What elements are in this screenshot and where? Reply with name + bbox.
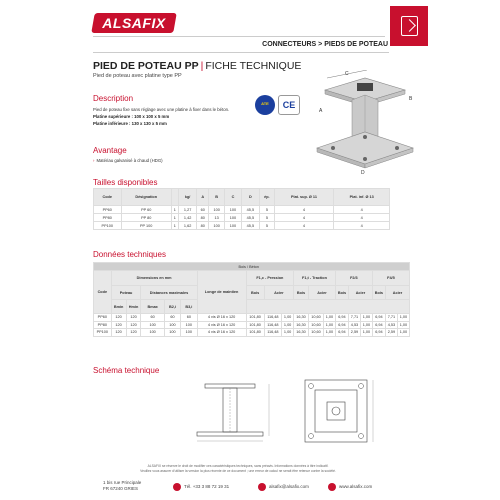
table-cell: 1,00 xyxy=(323,314,335,322)
sizes-row xyxy=(94,206,390,214)
sizes-row xyxy=(94,222,390,230)
table-cell: 100 xyxy=(209,206,225,214)
table-cell: 4 xyxy=(274,222,334,230)
table-cell: 6,94 xyxy=(335,314,348,322)
tech-sub-bois: Bois xyxy=(294,286,309,300)
sizes-row xyxy=(94,214,390,222)
table-cell: 16,30 xyxy=(294,314,309,322)
tech-unit: Bmax xyxy=(141,300,164,314)
description-line-2: Platine inférieure : 130 x 130 x 5 mm xyxy=(93,121,167,126)
tech-col-f45: F4/5 xyxy=(372,271,409,286)
tech-sub-acier: Acier xyxy=(264,286,293,300)
sizes-col-header: B xyxy=(209,189,225,206)
title-separator: | xyxy=(200,60,204,72)
table-cell: 1 xyxy=(171,206,178,214)
table-cell: 1,00 xyxy=(282,321,294,329)
table-cell: 1,00 xyxy=(360,314,372,322)
table-cell: 100 xyxy=(164,321,180,329)
table-cell: 6,94 xyxy=(335,321,348,329)
table-cell: 116,48 xyxy=(264,314,282,322)
tech-col-longe: Longe de maintien xyxy=(197,271,246,314)
table-cell: PP60 xyxy=(94,206,122,214)
table-cell: 100 xyxy=(225,214,241,222)
tech-col-pression: F1,c - Pression xyxy=(246,271,293,286)
sizes-table xyxy=(93,188,390,230)
table-cell: PP 80 xyxy=(121,214,171,222)
disclaimer-line-2: Veuillez vous assurer d'utiliser la version la plus récente de ce document ; une erreur de calcul ne serait être retenue contre la société. xyxy=(140,468,336,473)
sizes-col-header: kg/ xyxy=(178,189,197,206)
sizes-col-header: Plat. sup. Ø 11 xyxy=(274,189,334,206)
table-cell: 7,71 xyxy=(349,314,361,322)
tech-unit-spacer xyxy=(246,300,409,314)
table-cell: 1,00 xyxy=(360,329,372,337)
table-cell: 4 xyxy=(274,206,334,214)
table-cell: 2,59 xyxy=(385,329,397,337)
table-cell: 6,94 xyxy=(372,321,385,329)
table-cell: PP100 xyxy=(94,329,112,337)
tech-col-traction: F1,t - Traction xyxy=(294,271,336,286)
page-title xyxy=(93,60,301,72)
table-cell: 10,60 xyxy=(309,314,324,322)
breadcrumb-rule xyxy=(93,52,389,53)
table-cell: 1,27 xyxy=(178,206,197,214)
table-cell: 1,42 xyxy=(178,214,197,222)
footer-phone[interactable]: Tél. +33 3 88 72 19 31 xyxy=(173,483,229,491)
table-cell: 1,00 xyxy=(282,329,294,337)
table-cell: 1,00 xyxy=(282,314,294,322)
tech-sub-acier: Acier xyxy=(309,286,336,300)
table-cell: 1,00 xyxy=(397,321,409,329)
sizes-col-header: A xyxy=(197,189,209,206)
table-cell: 116,48 xyxy=(264,329,282,337)
technical-row xyxy=(94,321,410,329)
table-cell: 120 xyxy=(126,314,141,322)
sizes-col-header: Code xyxy=(94,189,122,206)
tech-sub-bois: Bois xyxy=(246,286,264,300)
table-cell: 100 xyxy=(225,206,241,214)
table-cell: 100 xyxy=(181,329,197,337)
tech-col-code: Code xyxy=(94,271,112,314)
table-cell: 4 vis Ø 16 x 120 xyxy=(197,329,246,337)
tech-col-distances: Distances maximales xyxy=(141,286,197,300)
tech-sub-bois: Bois xyxy=(335,286,348,300)
table-cell: 4,53 xyxy=(385,321,397,329)
table-cell: 100 xyxy=(164,329,180,337)
svg-text:A: A xyxy=(319,108,323,114)
footer xyxy=(93,478,385,500)
sizes-col-header: Plat. inf. Ø 13 xyxy=(334,189,390,206)
table-cell: PP80 xyxy=(94,214,122,222)
chevron-right-icon: › xyxy=(93,158,95,163)
table-cell: 101,80 xyxy=(246,314,264,322)
table-cell: 6,94 xyxy=(372,329,385,337)
technical-header-row-1 xyxy=(94,271,410,286)
table-cell: 120 xyxy=(111,314,126,322)
table-cell: 10,60 xyxy=(309,329,324,337)
table-cell: 80 xyxy=(197,222,209,230)
disclaimer xyxy=(93,464,383,473)
table-cell: 4 vis Ø 16 x 120 xyxy=(197,321,246,329)
table-cell: 4,53 xyxy=(349,321,361,329)
description-body: Pied de poteau fixe sans réglage avec une platine à fixer dans le béton. xyxy=(93,107,230,112)
description-text xyxy=(93,106,253,127)
tech-unit: B3,i xyxy=(181,300,197,314)
table-cell: 116,48 xyxy=(264,321,282,329)
top-view-drawing xyxy=(293,378,383,446)
table-cell: 16,30 xyxy=(294,321,309,329)
disclaimer-line-1: ALSAFIX se réserve le droit de modifier ces caractéristiques techniques, sans préavis. Informations données à titre indicatif. xyxy=(147,464,329,468)
table-cell: 1,00 xyxy=(360,321,372,329)
table-cell: 1,00 xyxy=(323,321,335,329)
header-rule xyxy=(93,36,385,37)
table-cell: 45,5 xyxy=(241,214,260,222)
tech-sub-acier: Acier xyxy=(349,286,373,300)
table-cell: 120 xyxy=(126,321,141,329)
sizes-col-header xyxy=(171,189,178,206)
sizes-col-header: D xyxy=(241,189,260,206)
table-cell: 13 xyxy=(209,214,225,222)
technical-header-row-3 xyxy=(94,300,410,314)
schema-heading: Schéma technique xyxy=(93,366,160,375)
table-cell: 1,62 xyxy=(178,222,197,230)
description-heading: Description xyxy=(93,94,134,103)
table-cell: 101,80 xyxy=(246,321,264,329)
table-cell: 60 xyxy=(164,314,180,322)
footer-website[interactable]: www.alsafix.com xyxy=(328,483,372,491)
table-cell: 80 xyxy=(197,214,209,222)
tech-col-dimensions: Dimensions en mm xyxy=(111,271,197,286)
side-elevation-drawing xyxy=(185,378,275,446)
tech-unit: Hmin xyxy=(126,300,141,314)
svg-text:C: C xyxy=(345,71,349,77)
table-cell: 60 xyxy=(197,206,209,214)
globe-icon xyxy=(328,483,336,491)
table-cell: PP60 xyxy=(94,314,112,322)
table-cell: 5 xyxy=(260,214,274,222)
sizes-body xyxy=(94,206,390,230)
address-line-1: 1 bis rue Principale xyxy=(103,480,142,485)
technical-row xyxy=(94,314,410,322)
sizes-col-header: C xyxy=(225,189,241,206)
tech-sub-bois: Bois xyxy=(372,286,385,300)
title-product: PIED DE POTEAU PP xyxy=(93,60,199,72)
table-cell: 120 xyxy=(126,329,141,337)
table-cell: 1 xyxy=(171,222,178,230)
tech-unit: Bmin xyxy=(111,300,126,314)
table-cell: 4 xyxy=(274,214,334,222)
address-line-2: FR 67240 GRIES xyxy=(103,486,139,491)
tech-sub-acier: Acier xyxy=(385,286,409,300)
advantage-item: › Matériau galvanisé à chaud (HDG) xyxy=(93,158,163,163)
table-cell: 5 xyxy=(260,206,274,214)
svg-text:D: D xyxy=(361,170,365,176)
table-cell: 1 xyxy=(171,214,178,222)
technical-heading: Données techniques xyxy=(93,250,166,259)
table-cell: 100 xyxy=(225,222,241,230)
table-cell: 100 xyxy=(181,321,197,329)
table-cell: 4 xyxy=(334,222,390,230)
table-cell: 16,30 xyxy=(294,329,309,337)
tech-col-f23: F2/3 xyxy=(335,271,372,286)
title-rest: FICHE TECHNIQUE xyxy=(205,60,302,72)
technical-band-row xyxy=(94,263,410,271)
svg-text:B: B xyxy=(409,96,413,102)
description-line-1: Platine supérieure : 100 x 100 x 5 mm xyxy=(93,114,170,119)
table-cell: 120 xyxy=(111,321,126,329)
table-cell: 4 xyxy=(334,214,390,222)
table-cell: 7,71 xyxy=(385,314,397,322)
technical-row xyxy=(94,329,410,337)
breadcrumb: CONNECTEURS > PIEDS DE POTEAU xyxy=(262,41,388,48)
technical-table xyxy=(93,262,410,337)
table-cell: 4 vis Ø 16 x 120 xyxy=(197,314,246,322)
table-cell: 60 xyxy=(141,314,164,322)
table-cell: 1,00 xyxy=(323,329,335,337)
table-cell: 6,94 xyxy=(372,314,385,322)
connector-icon xyxy=(401,16,418,36)
table-cell: 60 xyxy=(181,314,197,322)
table-cell: 4 xyxy=(334,206,390,214)
table-cell: 100 xyxy=(209,222,225,230)
alsafix-logo: ALSAFIX xyxy=(91,13,177,33)
page-subtitle: Pied de poteau avec platine type PP xyxy=(93,73,182,79)
table-cell: 45,5 xyxy=(241,206,260,214)
table-cell: 1,00 xyxy=(397,314,409,322)
sizes-header-row xyxy=(94,189,390,206)
tech-col-poteau: Poteau xyxy=(111,286,141,300)
table-cell: 45,5 xyxy=(241,222,260,230)
band-label: Bois / Béton xyxy=(94,263,410,271)
table-cell: 6,94 xyxy=(335,329,348,337)
ce-badge: CE xyxy=(278,95,300,115)
footer-email[interactable]: alsafix@alsafix.com xyxy=(258,483,309,491)
footer-address xyxy=(103,480,141,492)
sizes-col-header: ép. xyxy=(260,189,274,206)
email-icon xyxy=(258,483,266,491)
table-cell: PP100 xyxy=(94,222,122,230)
advantage-heading: Avantage xyxy=(93,146,127,155)
table-cell: 120 xyxy=(111,329,126,337)
technical-header-row-2 xyxy=(94,286,410,300)
table-cell: PP 100 xyxy=(121,222,171,230)
phone-icon xyxy=(173,483,181,491)
table-cell: 2,59 xyxy=(349,329,361,337)
table-cell: 5 xyxy=(260,222,274,230)
table-cell: 100 xyxy=(141,321,164,329)
sizes-heading: Tailles disponibles xyxy=(93,178,158,187)
table-cell: 101,80 xyxy=(246,329,264,337)
table-cell: PP 60 xyxy=(121,206,171,214)
sizes-col-header: Désignation xyxy=(121,189,171,206)
table-cell: 100 xyxy=(141,329,164,337)
tech-unit: B2,i xyxy=(164,300,180,314)
table-cell: 1,00 xyxy=(397,329,409,337)
technical-body xyxy=(94,314,410,337)
product-illustration xyxy=(305,70,425,180)
ate-badge: ATE xyxy=(255,95,275,115)
table-cell: 10,60 xyxy=(309,321,324,329)
table-cell: PP80 xyxy=(94,321,112,329)
